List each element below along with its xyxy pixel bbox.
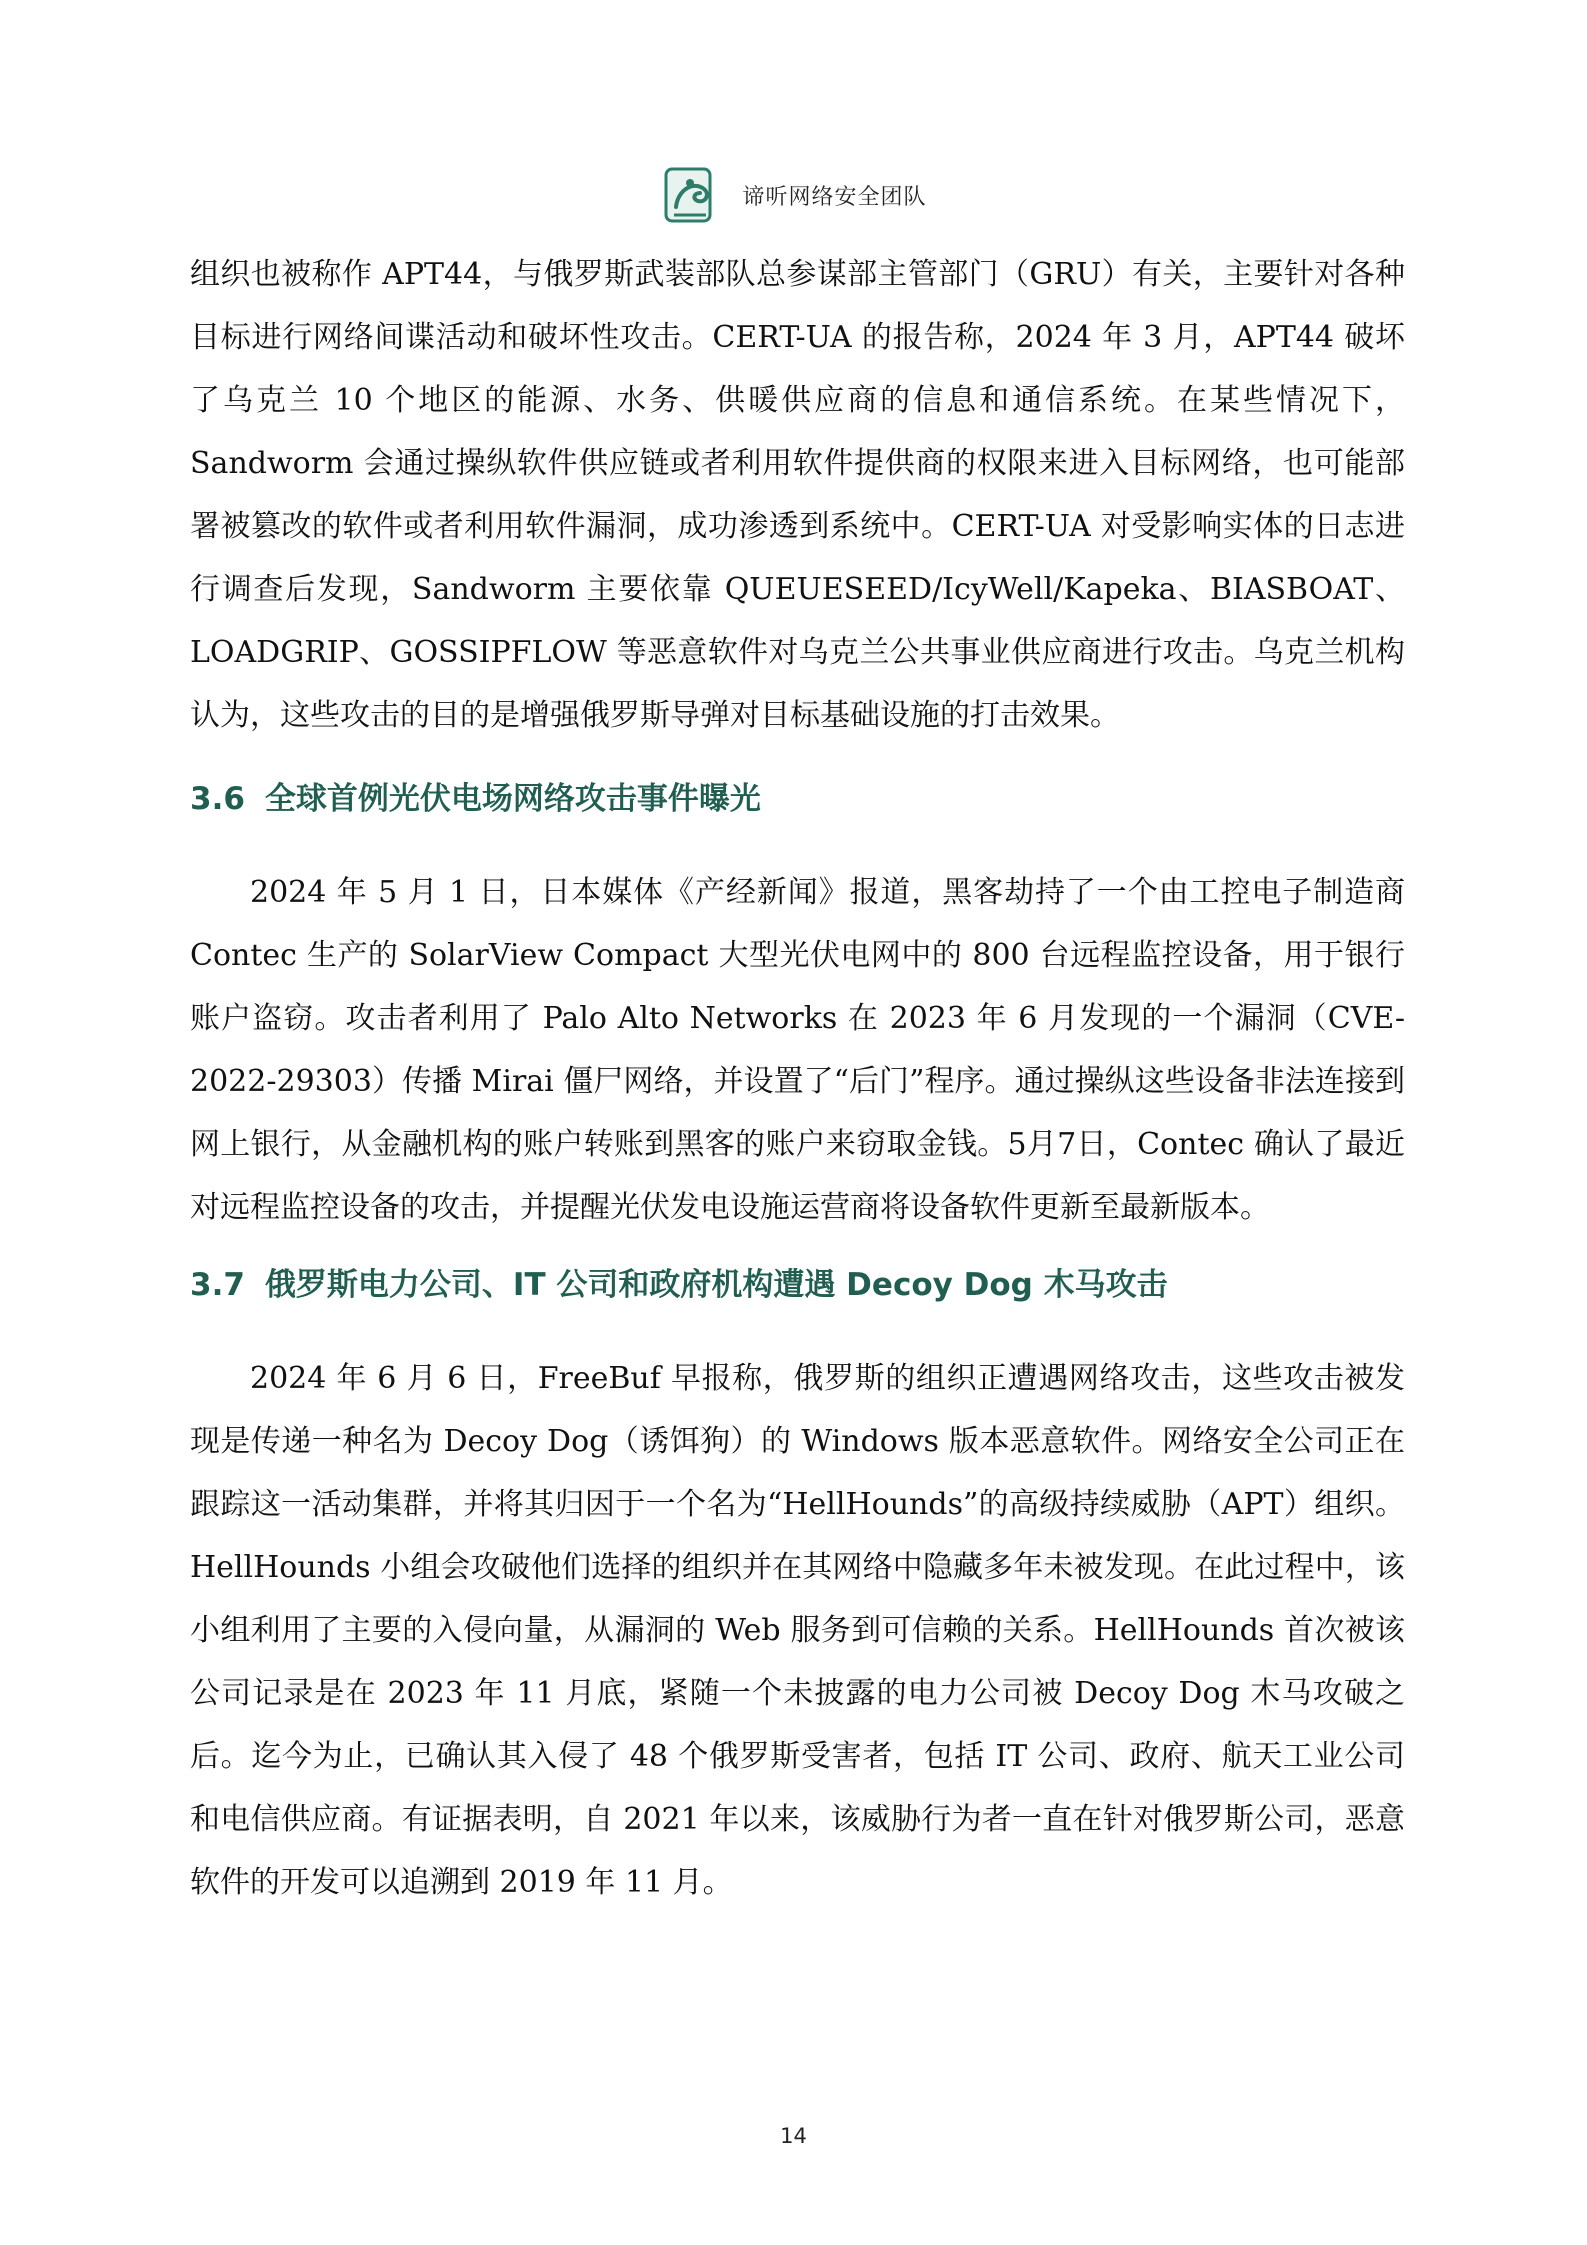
section-title: 全球首例光伏电场网络攻击事件曝光 bbox=[264, 781, 761, 817]
section-title: 俄罗斯电力公司、IT 公司和政府机构遭遇 Decoy Dog 木马攻击 bbox=[264, 1267, 1168, 1303]
section-heading-3-6 bbox=[190, 777, 1405, 821]
paragraph-solarview: 2024 年 5 月 1 日，日本媒体《产经新闻》报道，黑客劫持了一个由工控电子制造商 Contec 生产的 SolarView Compact 大型光伏电网中的 800 台远程监控设备，用于银行账户盗窃。攻击者利用了 Palo Alto Networks 在 2023 年 6 月发现的一个漏洞（CVE-2022-29303）传播 Mirai 僵尸网络，并设置了“后门”程序。通过操纵这些设备非法连接到网上银行，从金融机构的账户转账到黑客的账户来窃取金钱。5月7日，Contec 确认了最近对远程监控设备的攻击，并提醒光伏发电设施运营商将设备软件更新至最新版本。 bbox=[190, 875, 1405, 1225]
paragraph-decoy-dog: 2024 年 6 月 6 日，FreeBuf 早报称，俄罗斯的组织正遭遇网络攻击，这些攻击被发现是传递一种名为 Decoy Dog（诱饵狗）的 Windows 版本恶意软件。网络安全公司正在跟踪这一活动集群，并将其归因于一个名为“HellHounds”的高级持续威胁（APT）组织。HellHounds 小组会攻破他们选择的组织并在其网络中隐藏多年未被发现。在此过程中，该小组利用了主要的入侵向量，从漏洞的 Web 服务到可信赖的关系。HellHounds 首次被该公司记录是在 2023 年 11 月底，紧随一个未披露的电力公司被 Decoy Dog 木马攻破之后。迄今为止，已确认其入侵了 48 个俄罗斯受害者，包括 IT 公司、政府、航天工业公司和电信供应商。有证据表明，自 2021 年以来，该威胁行为者一直在针对俄罗斯公司，恶意软件的开发可以追溯到 2019 年 11 月。 bbox=[190, 1361, 1405, 1900]
section-number: 3.6 bbox=[190, 781, 245, 817]
document-body bbox=[190, 243, 1405, 1914]
team-logo-icon bbox=[660, 159, 732, 231]
section-heading-3-7 bbox=[190, 1263, 1405, 1307]
section-number: 3.7 bbox=[190, 1267, 245, 1303]
paragraph-apt44: 组织也被称作 APT44，与俄罗斯武装部队总参谋部主管部门（GRU）有关，主要针对各种目标进行网络间谍活动和破坏性攻击。CERT-UA 的报告称，2024 年 3 月，APT44 破坏了乌克兰 10 个地区的能源、水务、供暖供应商的信息和通信系统。在某些情况下，Sandworm 会通过操纵软件供应链或者利用软件提供商的权限来进入目标网络，也可能部署被篡改的软件或者利用软件漏洞，成功渗透到系统中。CERT-UA 对受影响实体的日志进行调查后发现，Sandworm 主要依靠 QUEUESEED/IcyWell/Kapeka、BIASBOAT、LOADGRIP、GOSSIPFLOW 等恶意软件对乌克兰公共事业供应商进行攻击。乌克兰机构认为，这些攻击的目的是增强俄罗斯导弹对目标基础设施的打击效果。 bbox=[190, 257, 1405, 733]
page-number: 14 bbox=[780, 2124, 807, 2148]
page-header bbox=[0, 150, 1587, 240]
org-name: 谛听网络安全团队 bbox=[742, 184, 927, 210]
